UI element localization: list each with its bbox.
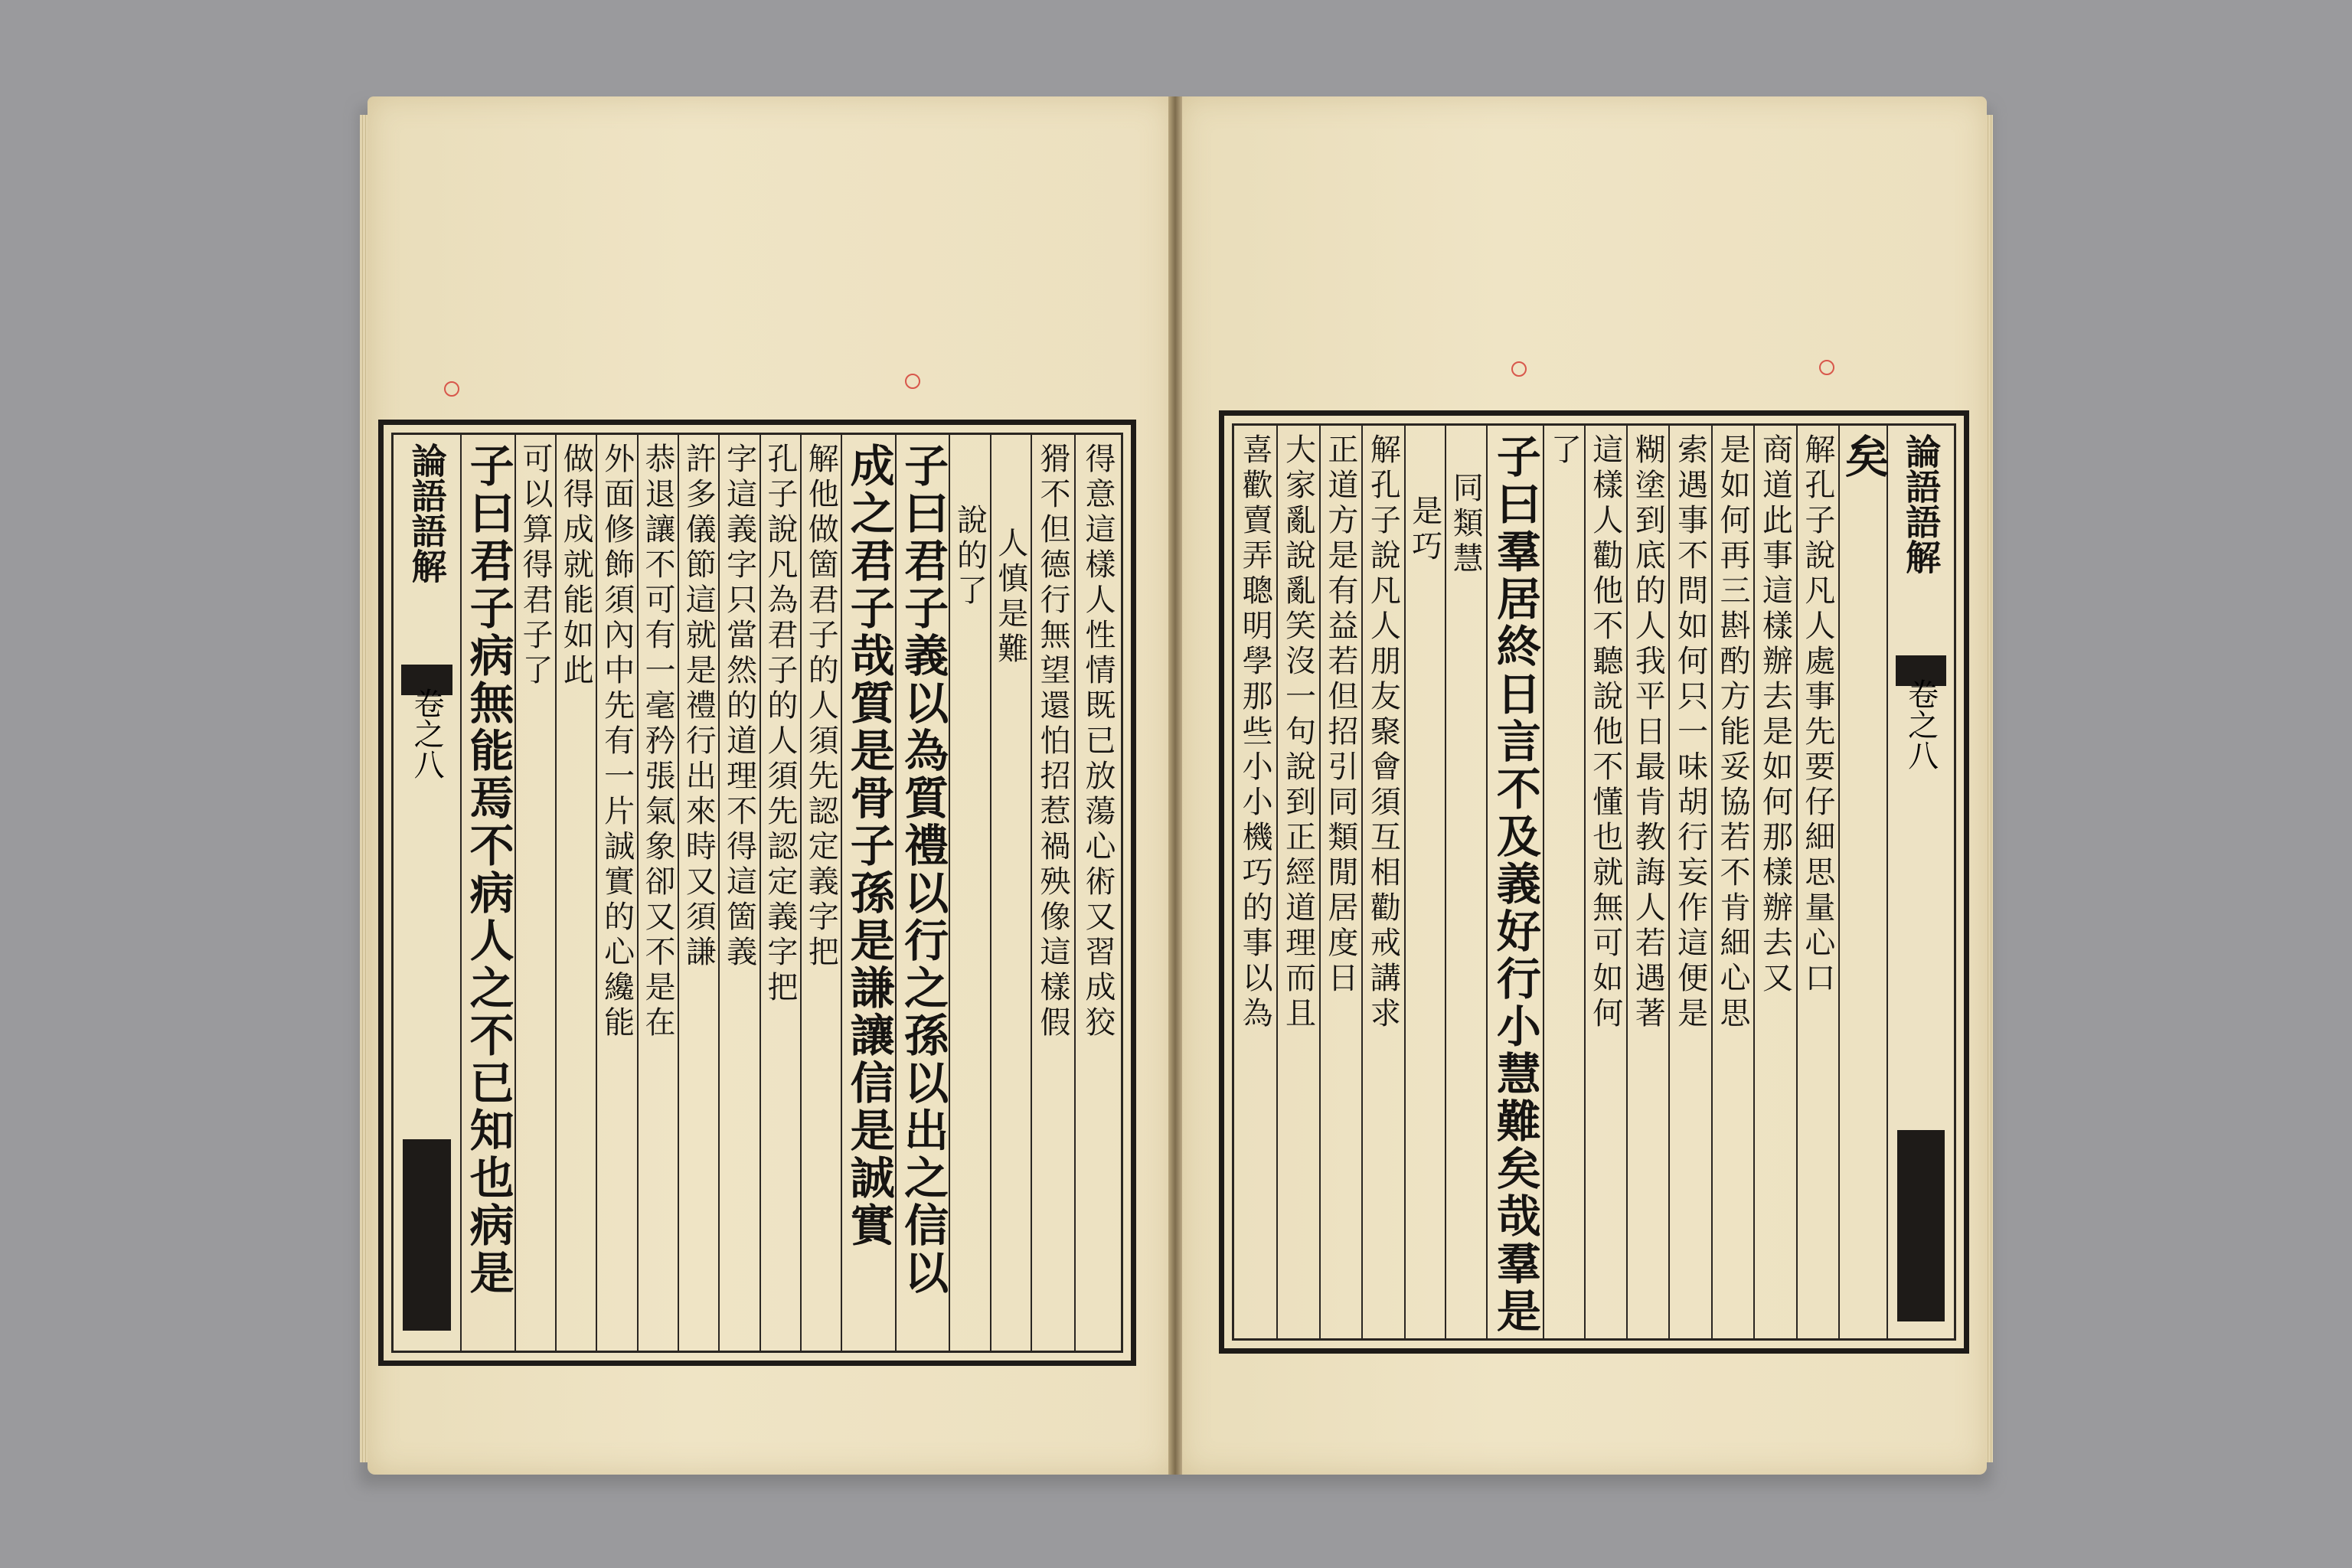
- left-column-grid: [391, 433, 1123, 1353]
- commentary-column-text: 糊塗到底的人我平日最肯教誨人若遇著: [1630, 433, 1666, 1032]
- column: [1486, 426, 1544, 1338]
- scripture-column-text: 子曰君子義以為質禮以行之孫以出之信以: [897, 443, 949, 1297]
- column: [1234, 426, 1276, 1338]
- column-text: 人慎是難: [992, 527, 1028, 668]
- column: [1276, 426, 1318, 1338]
- column: [596, 435, 636, 1351]
- commentary-column-text: 商道此事這樣辦去是如何那樣辦去又: [1757, 433, 1793, 997]
- commentary-column-text: 解他做箇君子的人須先認定義字把: [803, 443, 839, 971]
- book-gutter: [1168, 96, 1182, 1475]
- red-circle-mark: [444, 381, 459, 397]
- book-title: 論語語解: [406, 443, 448, 583]
- commentary-column-text: 正道方是有益若但招引同類閒居度日: [1322, 433, 1358, 997]
- scripture-column-text: 矣: [1837, 433, 1890, 481]
- column: [460, 435, 514, 1351]
- column: [895, 435, 949, 1351]
- column: [1404, 426, 1446, 1338]
- column: [1753, 426, 1795, 1338]
- column: [1319, 426, 1361, 1338]
- column: [637, 435, 678, 1351]
- column-text: 說的了: [952, 504, 988, 609]
- right-column-grid: [1232, 423, 1956, 1341]
- column-text: 是巧: [1406, 495, 1442, 565]
- right-page-margin-column: [1886, 426, 1954, 1338]
- book-title: 論語語解: [1900, 433, 1942, 574]
- scripture-column-text: 子曰羣居終日言不及義好行小慧難矣哉羣是: [1488, 433, 1541, 1335]
- left-page-margin-column: [394, 435, 460, 1351]
- column: [1543, 426, 1584, 1338]
- commentary-column-text: 字這義字只當然的道理不得這箇義: [721, 443, 757, 971]
- column-text: 得意這樣人性情既已放蕩心術又習成狡: [1080, 443, 1116, 1041]
- scripture-column-text: 子曰君子病無能焉不病人之不已知也病是: [462, 443, 514, 1297]
- commentary-column-text: 做得成就能如此: [558, 443, 594, 689]
- column: [760, 435, 800, 1351]
- red-circle-mark: [1819, 360, 1834, 375]
- commentary-column-text: 大家亂說亂笑沒一句說到正經道理而且: [1280, 433, 1316, 1032]
- column: [514, 435, 555, 1351]
- commentary-column-text: 這樣人勸他不聽說他不懂也就無可如何: [1587, 433, 1623, 1032]
- volume-label: 卷之八: [409, 688, 445, 779]
- commentary-column-text: 是如何再三斟酌方能妥協若不肯細心思: [1715, 433, 1751, 1032]
- column: [841, 435, 894, 1351]
- commentary-column-text: 外面修飾須內中先有一片誠實的心纔能: [599, 443, 635, 1041]
- column: [1074, 435, 1121, 1351]
- column-text: 猾不但德行無望還怕招惹禍殃像這樣假: [1035, 443, 1071, 1041]
- column: [1711, 426, 1753, 1338]
- column: [800, 435, 841, 1351]
- commentary-column-text: 恭退讓不可有一毫矜張氣象卻又不是在: [639, 443, 675, 1041]
- scripture-column-text: 成之君子哉質是骨子孫是謙讓信是誠實: [842, 443, 895, 1250]
- left-text-frame: [378, 420, 1136, 1366]
- red-circle-mark: [1511, 361, 1527, 377]
- commentary-column-text: 索遇事不問如何只一味胡行妄作這便是: [1672, 433, 1708, 1032]
- column: [678, 435, 718, 1351]
- black-block-mark: [1897, 1130, 1945, 1321]
- commentary-column-text: 了: [1546, 433, 1582, 469]
- column: [1361, 426, 1403, 1338]
- column: [1031, 435, 1074, 1351]
- column: [1796, 426, 1838, 1338]
- commentary-column-text: 喜歡賣弄聰明學那些小小機巧的事以為: [1237, 433, 1273, 1032]
- column: [1626, 426, 1668, 1338]
- column: [1837, 426, 1890, 1338]
- column: [1445, 426, 1486, 1338]
- commentary-column-text: 孔子說凡為君子的人須先認定義字把: [762, 443, 798, 1006]
- commentary-column-text: 許多儀節這就是禮行出來時又須謙: [681, 443, 717, 971]
- column: [1668, 426, 1710, 1338]
- right-text-frame: [1219, 410, 1969, 1354]
- column: [990, 435, 1031, 1351]
- column: [718, 435, 759, 1351]
- volume-label: 卷之八: [1903, 678, 1939, 770]
- column: [949, 435, 989, 1351]
- column: [555, 435, 596, 1351]
- commentary-column-text: 解孔子說凡人處事先要仔細思量心口: [1799, 433, 1835, 997]
- black-block-mark: [403, 1139, 451, 1331]
- column: [1584, 426, 1626, 1338]
- column-text: 同類慧: [1448, 472, 1484, 577]
- commentary-column-text: 解孔子說凡人朋友聚會須互相勸戒講求: [1365, 433, 1401, 1032]
- commentary-column-text: 可以算得君子了: [517, 443, 553, 689]
- red-circle-mark: [905, 374, 920, 389]
